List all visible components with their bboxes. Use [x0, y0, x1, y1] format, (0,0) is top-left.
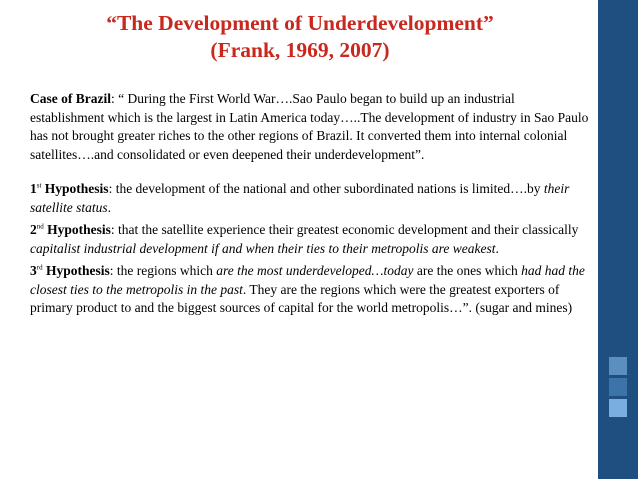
hypothesis-2-text: : that the satellite experience their greatest economic development and their classically [110, 222, 579, 237]
hypothesis-3-text: : the regions which [109, 263, 217, 278]
hypothesis-1-italic: their satellite status [30, 181, 570, 215]
hypothesis-2-end: . [495, 240, 499, 256]
brazil-label: Case of Brazil [30, 91, 111, 106]
brazil-text: : “ During the First World War….Sao Paulo began to build up an industrial establishment which is the largest in Latin America today…..The development of industry in Sao Paulo has not brought greater riches to the other regions of Brazil. It converted them into internal colonial satellites….and consolidated or even deepened their underdevelopment”. [30, 91, 589, 162]
hypothesis-2-sup: nd [36, 222, 44, 231]
accent-square-3 [609, 399, 627, 417]
slide-title [30, 10, 570, 64]
hypothesis-2 [30, 221, 590, 258]
hypothesis-1-label: Hypothesis [41, 181, 109, 196]
title-line-2: (Frank, 1969, 2007) [210, 38, 390, 62]
slide-body [30, 90, 590, 318]
hypothesis-3-italic-2: had had the closest ties to the metropolis in the past [30, 263, 585, 297]
hypothesis-2-num: 2 [30, 222, 37, 237]
hypothesis-3-text-2: are the ones which [413, 263, 522, 278]
brazil-paragraph [30, 90, 590, 164]
hypothesis-2-label: Hypothesis [43, 222, 111, 237]
hypothesis-3-sup: rd [36, 263, 43, 272]
hypothesis-1-sup: st [36, 181, 42, 190]
hypothesis-3-italic-1: are the most underdeveloped…today [216, 263, 414, 278]
hypothesis-1-num: 1 [30, 181, 37, 196]
hypothesis-1-text: : the development of the national and other subordinated nations is limited….by [108, 181, 544, 196]
hypothesis-2-italic: capitalist industrial development if and when their ties to their metropolis are weakest [30, 240, 496, 256]
hypothesis-1 [30, 180, 590, 217]
hypothesis-3-label: Hypothesis [42, 263, 110, 278]
hypothesis-3-end: . They are the regions which were the greatest exporters of primary product to and the biggest sources of capital for the world metropolis…”. (sugar and mines) [30, 281, 573, 315]
accent-square-2 [609, 378, 627, 396]
hypothesis-3 [30, 262, 590, 318]
hypothesis-3-num: 3 [30, 263, 37, 278]
title-line-1: “The Development of Underdevelopment” [106, 11, 494, 35]
accent-square-1 [609, 357, 627, 375]
hypothesis-1-end: . [107, 199, 111, 215]
